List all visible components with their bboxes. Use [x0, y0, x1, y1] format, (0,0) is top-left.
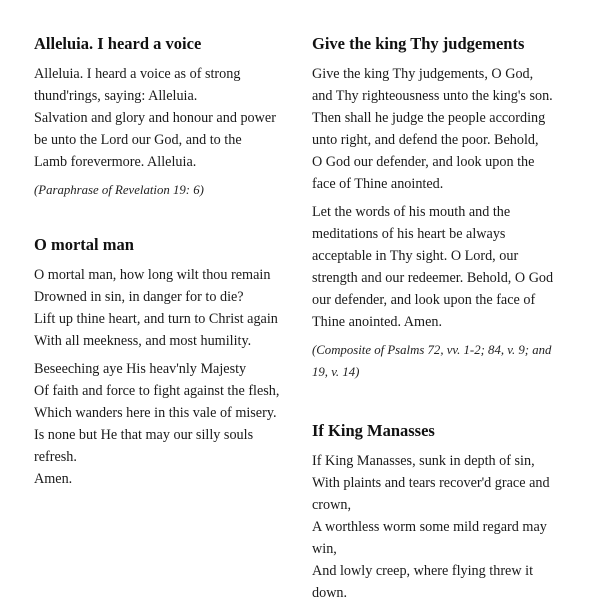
text-line: win, [312, 541, 337, 557]
text-line: And lowly creep, where flying threw it [312, 563, 534, 579]
text-line: Thine anointed. Amen. [312, 314, 443, 330]
text-line: Salvation and glory and honour and power [34, 110, 276, 126]
citation-line: 19, v. 14) [312, 365, 360, 379]
text-paragraph [312, 201, 576, 333]
text-line: refresh. [34, 449, 77, 465]
text-line: be unto the Lord our God, and to the [34, 132, 242, 148]
text-line: Give the king Thy judgements, O God, [312, 66, 534, 82]
text-paragraph [312, 450, 576, 604]
text-line: face of Thine anointed. [312, 176, 444, 192]
text-line: With all meekness, and most humility. [34, 333, 252, 349]
section-alleluia [34, 30, 306, 201]
text-line: Alleluia. I heard a voice as of strong [34, 66, 241, 82]
text-line: If King Manasses, sunk in depth of sin, [312, 453, 535, 469]
text-line: Amen. [34, 471, 73, 487]
section-o-mortal-man [34, 231, 306, 490]
citation-line: (Paraphrase of Revelation 19: 6) [34, 183, 204, 197]
text-paragraph [34, 63, 306, 173]
citation-line: (Composite of Psalms 72, vv. 1-2; 84, v. 9; and [312, 343, 552, 357]
text-line: Beseeching aye His heav'nly Majesty [34, 361, 247, 377]
section-title: If King Manasses [312, 421, 435, 440]
section-title: O mortal man [34, 235, 134, 254]
section-if-king-manasses [312, 417, 576, 604]
text-line: thund'rings, saying: Alleluia. [34, 88, 198, 104]
text-line: Then shall he judge the people according [312, 110, 546, 126]
text-paragraph [312, 63, 576, 195]
stanza [34, 264, 306, 352]
text-line: our defender, and look upon the face of [312, 292, 536, 308]
text-line: Drowned in sin, in danger for to die? [34, 289, 244, 305]
text-line: Which wanders here in this vale of misery. [34, 405, 277, 421]
text-line: down. [312, 585, 348, 601]
source-citation [34, 179, 306, 201]
text-line: O God our defender, and look upon the [312, 154, 535, 170]
text-line: O mortal man, how long wilt thou remain [34, 267, 271, 283]
source-citation [312, 339, 576, 383]
text-line: Lift up thine heart, and turn to Christ again [34, 311, 278, 327]
section-title: Give the king Thy judgements [312, 34, 525, 53]
text-line: crown, [312, 497, 352, 513]
left-column [34, 30, 306, 496]
right-column [312, 30, 576, 610]
text-line: A worthless worm some mild regard may [312, 519, 547, 535]
text-line: unto right, and defend the poor. Behold, [312, 132, 539, 148]
stanza [34, 358, 306, 490]
text-line: With plaints and tears recover'd grace and [312, 475, 550, 491]
text-line: Lamb forevermore. Alleluia. [34, 154, 197, 170]
text-line: and Thy righteousness unto the king's son. [312, 88, 553, 104]
text-line: acceptable in Thy sight. O Lord, our [312, 248, 519, 264]
text-line: meditations of his heart be always [312, 226, 506, 242]
section-give-the-king [312, 30, 576, 383]
text-line: Of faith and force to fight against the flesh, [34, 383, 280, 399]
section-title: Alleluia. I heard a voice [34, 34, 202, 53]
text-line: Is none but He that may our silly souls [34, 427, 254, 443]
text-line: Let the words of his mouth and the [312, 204, 511, 220]
text-line: strength and our redeemer. Behold, O God [312, 270, 554, 286]
